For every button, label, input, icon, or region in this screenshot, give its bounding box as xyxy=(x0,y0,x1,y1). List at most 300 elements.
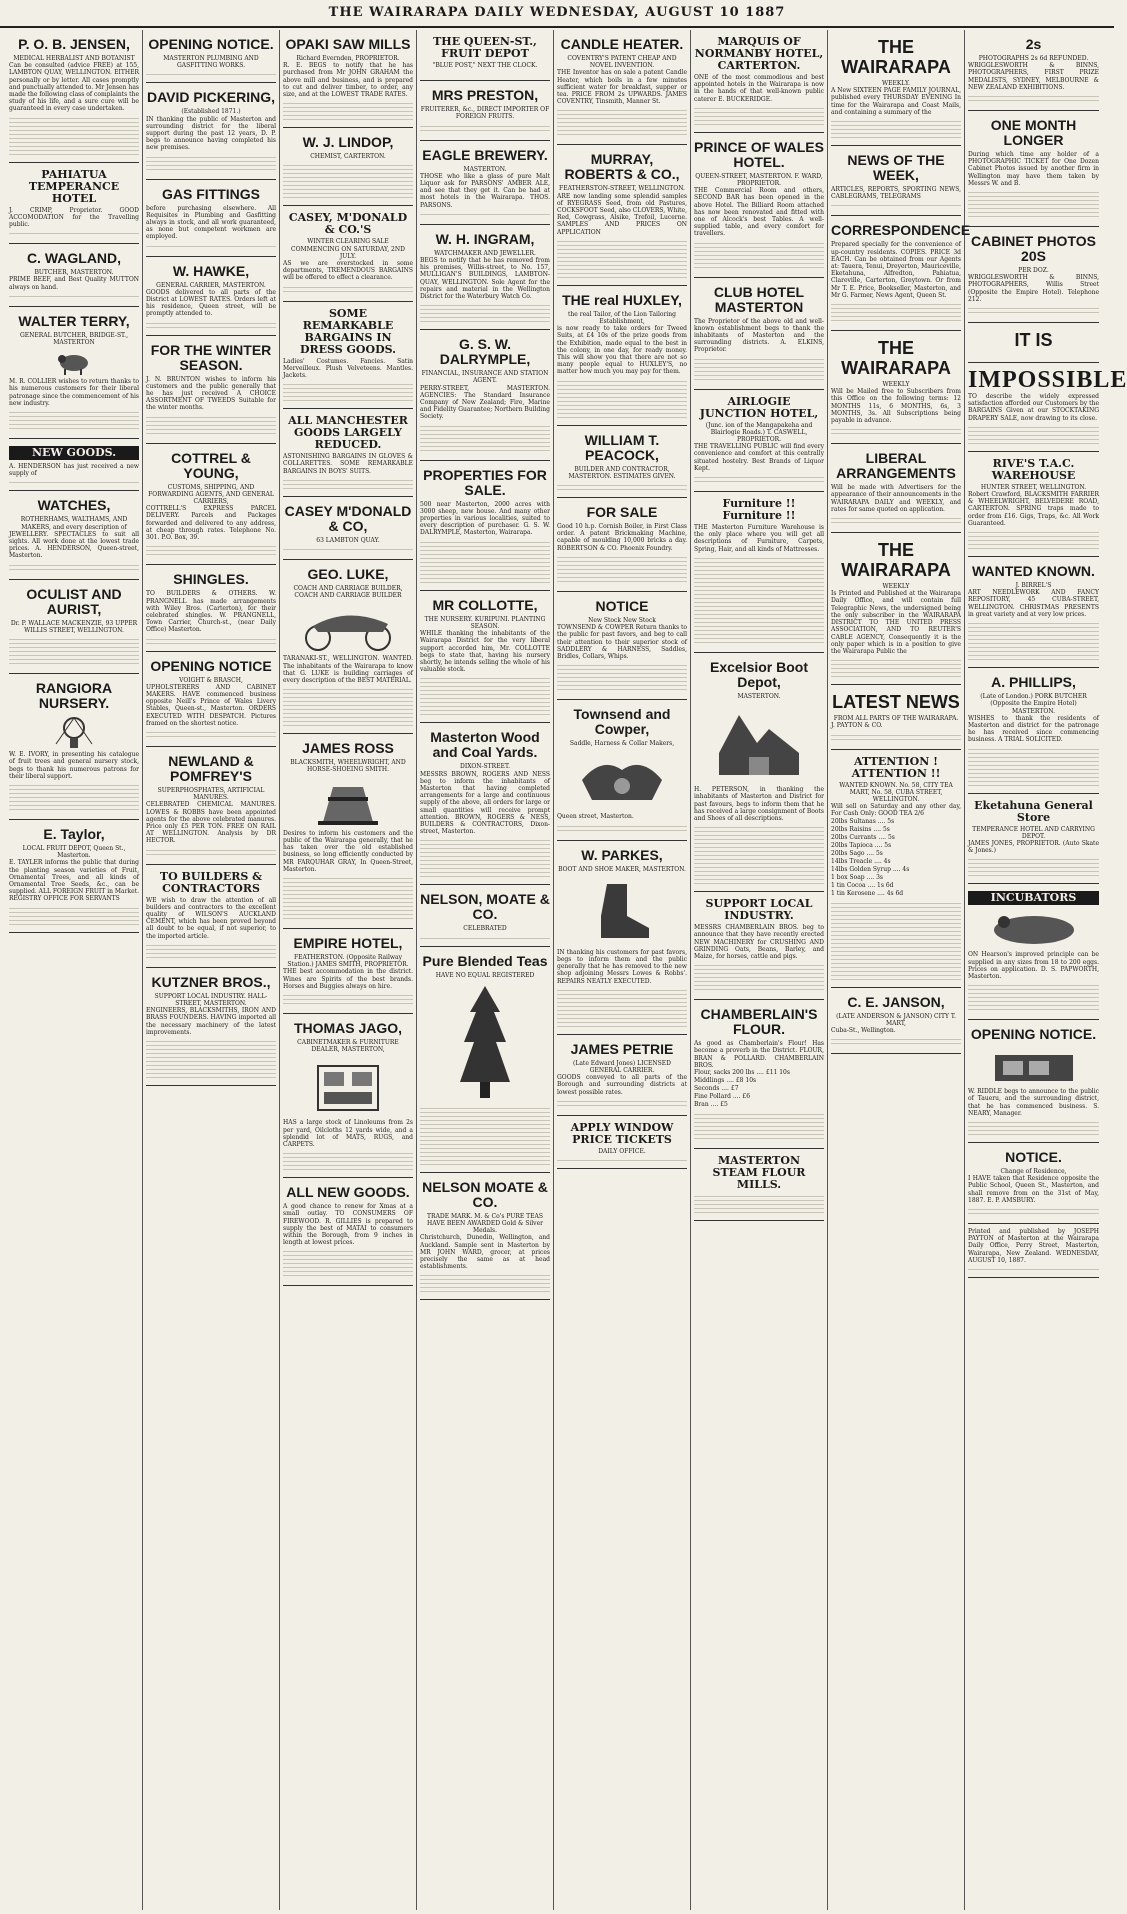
small-print-lines xyxy=(968,620,1099,660)
advert-subtitle: WATCHMAKER AND JEWELLER. xyxy=(434,249,536,257)
advert-title: 2s xyxy=(1025,36,1042,52)
advert-subtitle: SUPPORT LOCAL INDUSTRY. HALL-STREET, MASTERTON. xyxy=(154,992,268,1007)
advert-title: GEO. LUKE, xyxy=(307,566,389,583)
advert-c5-4 xyxy=(557,498,687,592)
small-print-lines xyxy=(968,1206,1099,1216)
flour-item: Flour, sacks 200 lbs xyxy=(694,1068,755,1076)
small-print-lines xyxy=(557,1098,687,1108)
column-1 xyxy=(6,30,143,1910)
price-value: 4s 6d xyxy=(886,889,904,897)
small-print-lines xyxy=(9,479,139,483)
advert-title: Furniture !! Furniture !! xyxy=(722,497,796,523)
advert-title: Excelsior Boot Depot, xyxy=(709,658,809,690)
advert-c6-2 xyxy=(694,278,824,390)
advert-c7-0 xyxy=(831,30,961,146)
advert-c1-6 xyxy=(9,580,139,674)
advert-title: MRS PRESTON, xyxy=(431,87,539,104)
advert-subtitle: CUSTOMS, SHIPPING, AND FORWARDING AGENTS, AND GENERAL CARRIERS, xyxy=(148,483,274,506)
small-print-lines xyxy=(420,71,550,73)
advert-subtitle: GENERAL CARRIER, MASTERTON. xyxy=(156,281,266,289)
engraving-illustration xyxy=(9,714,139,748)
advert-title: THE WAIRARAPA xyxy=(841,338,951,379)
price-value: 5s xyxy=(875,849,883,857)
small-print-lines xyxy=(968,189,1099,219)
advert-body: WE wish to draw the attention of all builders and contractors to the excellent quality of WILSON'S AUCKLAND CEMENT, which has been proved beyond all doubt to be equal, if not superior, to the imported article. xyxy=(146,896,276,940)
flour-row: Fine Pollard .... £6 xyxy=(694,1092,751,1100)
advert-body: ARTICLES, REPORTS, SPORTING NEWS, CABLEGRAMS, TELEGRAMS xyxy=(831,186,961,201)
small-print-lines xyxy=(831,900,961,980)
small-print-lines xyxy=(694,1111,824,1141)
advert-body: Robert Crawford, BLACKSMITH FARRIER & WHEELWRIGHT, BELVEDERE ROAD, CARTERTON. SPRING traps made to order from £16. Gigs, Traps, &c. All Work Guaranteed. xyxy=(968,491,1099,527)
small-print-lines xyxy=(283,477,413,489)
advert-subtitle: CELEBRATED xyxy=(463,925,507,933)
small-print-lines xyxy=(557,987,687,1027)
advert-body: GOODS conveyed to all parts of the Borough and surrounding districts at lowest possible rates. xyxy=(557,1074,687,1096)
advert-title: PRINCE OF WALES HOTEL. xyxy=(694,138,824,170)
advert-subtitle: COACH AND CARRIAGE BUILDER, COACH AND CARRIAGE BUILDER xyxy=(293,585,403,600)
advert-subtitle: FEATHERSTON-STREET, WELLINGTON. xyxy=(559,185,685,193)
small-print-lines xyxy=(968,1266,1099,1270)
advert-subtitle: PHOTOGRAPHS 2s 6d REFUNDED. xyxy=(978,55,1089,62)
advert-c8-3 xyxy=(968,323,1099,363)
advert-title: W. HAWKE, xyxy=(172,262,250,279)
advert-title: DAVID PICKERING, xyxy=(146,89,276,106)
advert-body: R. E. BEGS to notify that he has purchased from Mr JOHN GRAHAM the above mill and business, and is prepared to cut and deliver timber, to order, any size, and at the LOWEST TRADE RATES. xyxy=(283,62,413,99)
flour-price: £8 10s xyxy=(735,1076,757,1084)
advert-c4-6 xyxy=(420,591,550,724)
advert-c3-4 xyxy=(283,409,413,497)
advert-body: THE Inventor has on sale a patent Candle Heater, which boils in a few minutes sufficient water for breakfast, supper or tea. PRICE FROM 2s UPWARDS. JAMES COVENTRY, Tinsmith, Manner St. xyxy=(557,69,687,106)
advert-c5-1 xyxy=(557,145,687,285)
advert-body: As good as Chamberlain's Flour! Has become a proverb in the District. FLOUR, BRAN & POLLARD. CHAMBERLAIN BROS. xyxy=(694,1040,824,1069)
advert-c3-8 xyxy=(283,929,413,1014)
price-list xyxy=(831,818,961,898)
advert-title: RANGIORA NURSERY. xyxy=(35,680,113,712)
advert-subtitle: ROTHERHAMS, WALTHAMS, AND MAKERS, and every description of xyxy=(20,516,128,531)
column-7 xyxy=(828,30,971,1910)
small-print-lines xyxy=(420,302,550,322)
advert-title: NELSON MOATE & CO. xyxy=(422,1178,548,1210)
advert-c1-5 xyxy=(9,491,139,579)
advert-c2-3 xyxy=(146,257,276,336)
small-print-lines xyxy=(831,426,961,436)
advert-subtitle: DAILY OFFICE. xyxy=(598,1147,646,1155)
advert-body: THOSE who like a glass of pure Malt Liquor ask for PARSONS' AMBER ALE, and see that they get it. Can be had at most hotels in the Wairarapa. THOS. PARSONS. xyxy=(420,172,550,209)
advert-title: ALL NEW GOODS. xyxy=(286,1184,410,1201)
advert-subtitle: Dr. P. WALLACE MACKENZIE, 93 UPPER WILLIS STREET, WELLINGTON. xyxy=(10,619,138,634)
advert-body: ON Hearson's improved principle can be supplied in any sizes from 18 to 200 eggs. Prices on application. D. S. PAPWORTH, Masterton. xyxy=(968,951,1099,980)
advert-c2-1 xyxy=(146,83,276,179)
small-print-lines xyxy=(146,636,276,644)
advert-c2-8 xyxy=(146,747,276,865)
advert-subtitle: TEMPERANCE HOTEL AND CARRYING DEPOT. xyxy=(972,825,1095,840)
price-item: 14lbs Treacle xyxy=(831,857,873,865)
advert-body: MESSRS CHAMBERLAIN BROS. beg to announce that they have recently erected NEW MACHINERY for CRUSHING AND GRINDING Oats, Beans, Barley, and Maize, for horses, cattle and pigs. xyxy=(694,924,824,960)
advert-title: THOMAS JAGO, xyxy=(293,1019,403,1036)
engraving-illustration xyxy=(9,349,139,375)
advert-subtitle: GENERAL BUTCHER, BRIDGE-ST., MASTERTON xyxy=(19,331,128,347)
price-value: 4s xyxy=(902,865,910,873)
advert-c1-2 xyxy=(9,244,139,307)
small-print-lines xyxy=(146,243,276,249)
flour-price: £7 xyxy=(730,1084,739,1092)
engraving-illustration xyxy=(283,777,413,827)
advert-c8-1 xyxy=(968,111,1099,227)
advert-title: WATCHES, xyxy=(37,497,111,514)
small-print-lines xyxy=(9,562,139,572)
advert-body: WISHES to thank the residents of Masterton and district for the patronage he has received since commencing business. A TRIAL SOLICITED. xyxy=(968,714,1099,744)
advert-c2-5 xyxy=(146,444,276,566)
advert-c3-9 xyxy=(283,1014,413,1178)
advert-title: LIBERAL ARRANGEMENTS xyxy=(836,450,956,482)
advert-subtitle: SUPERPHOSPHATES, ARTIFICIAL MANURES. xyxy=(157,786,265,802)
advert-body: Prepared specially for the convenience of up-country residents. COPIES. PRICE 3d EACH. Can be obtained from our Agents at: Tauera, Tenui, Dreyerton, Mauriceville, Eketahuna, Alfredton, Pahiatua, Clareville, Carterton, Greytown. Or from Mr T. E. Price, Bookseller, Masterton, and Mr G. Farmer, News Agent, Queen St. xyxy=(831,241,961,299)
advert-title: EAGLE BREWERY. xyxy=(422,146,548,163)
small-print-lines xyxy=(283,1150,413,1170)
flour-item: Bran xyxy=(694,1100,709,1108)
small-print-lines xyxy=(557,823,687,833)
advert-c7-3 xyxy=(831,331,961,444)
advert-body: HAS a large stock of Linoleums from 2s per yard, Oilcloths 12 yards wide, and a splendid lot of MATS, RUGS, and CARPETS. xyxy=(283,1119,413,1148)
advert-body: Will be made with Advertisers for the appearance of their announcements in the WAIRARAPA DAILY and WEEKLY, and rates for same quoted on application. xyxy=(831,484,961,513)
advert-body: Queen street, Masterton. xyxy=(557,813,634,821)
small-print-lines xyxy=(694,240,824,270)
advert-body: J. N. BRUNTON wishes to inform his customers and the public generally that he has just received A CHOICE ASSORTMENT OF TWEEDS Suitable for the winter months. xyxy=(146,375,276,412)
advert-c6-3 xyxy=(694,390,824,492)
column-6 xyxy=(691,30,828,1910)
advert-subtitle: (Late of London.) PORK BUTCHER (Opposite the Empire Hotel) MASTERTON. xyxy=(980,693,1087,715)
advert-body: TARANAKI-ST., WELLINGTON. WANTED. The inhabitants of the Wairarapa to know that G. LUKE is building carriages of every description of the BEST MATERIAL. xyxy=(283,655,413,685)
advert-title: THE QUEEN-ST., FRUIT DEPOT xyxy=(433,35,537,60)
advert-subtitle: (Junc. ion of the Mangapakeha and Blairlogie Roads.) T. CASWELL, PROPRIETOR. xyxy=(705,421,813,444)
advert-c5-2 xyxy=(557,286,687,426)
small-print-lines xyxy=(283,992,413,1006)
advert-subtitle: LOCAL FRUIT DEPOT, Queen St., Masterton. xyxy=(22,844,126,860)
advert-c8-9 xyxy=(968,884,1099,1020)
advert-subtitle: MASTERTON. xyxy=(463,165,507,173)
advert-subtitle: (LATE ANDERSON & JANSON) CITY T. MART, xyxy=(836,1012,956,1027)
advert-subtitle: FINANCIAL, INSURANCE AND STATION AGENT. xyxy=(421,370,549,385)
advert-title: JAMES ROSS xyxy=(302,740,394,757)
advert-body: PERRY-STREET, MASTERTON. AGENCIES: The Standard Insurance Company of New Zealand; Fire, Marine and Fidelity Guarantee; Northern Building Society. xyxy=(420,384,550,421)
advert-title: CASEY, M'DONALD & CO.'S xyxy=(288,211,408,237)
price-value: 3s xyxy=(876,873,883,881)
advert-subtitle: CHEMIST, CARTERTON. xyxy=(310,153,386,161)
flour-item: Fine Pollard xyxy=(694,1092,731,1100)
advert-body: IN thanking the public of Masterton and surrounding district for the liberal support during the past 12 years, D. P. begs to announce having completed his new premises. xyxy=(146,115,276,152)
advert-subtitle: FRUITERER, &c., DIRECT IMPORTER OF FOREIGN FRUITS. xyxy=(420,106,550,121)
advert-subtitle: MEDICAL HERBALIST AND BOTANIST xyxy=(13,55,135,62)
advert-body: Christchurch, Dunedin, Wellington, and Auckland. Sample sent in Masterton by MR JOHN WARD, grocer, at prices precisely the same as at head establishments. xyxy=(420,1234,550,1271)
advert-c8-12 xyxy=(968,1224,1099,1278)
advert-subtitle: Saddle, Harness & Collar Makers, xyxy=(569,740,675,748)
advert-title: OCULIST AND AURIST, xyxy=(26,585,122,617)
small-print-lines xyxy=(831,515,961,525)
price-row: 14lbs Treacle .... 4s xyxy=(831,857,891,865)
price-row: 1 tin Cocoa .... 1s 6d xyxy=(831,881,894,889)
advert-title: RIVE'S T.A.C. WAREHOUSE xyxy=(991,456,1076,482)
price-value: 5s xyxy=(882,825,890,833)
advert-body: BEGS to notify that he has removed from his premises, Willis-street, to No. 157, MULLIGAN'S BUILDINGS, LAMBTON-QUAY, WELLINGTON. Sole Agent for the repairs and material in the Wellington District for the Waterbury Watch Co. xyxy=(420,257,550,301)
small-print-lines xyxy=(9,293,139,299)
advert-title: G. S. W. DALRYMPLE, xyxy=(439,336,531,368)
small-print-lines xyxy=(9,636,139,666)
advert-subtitle: WANTED KNOWN. No. 58, CITY TEA MART, No. 58, CUBA STREET, WELLINGTON. xyxy=(839,781,953,803)
advert-body: THE best accommodation in the district. Wines are Spirits of the best brands. Horses and Buggies always on hire. xyxy=(283,968,413,990)
advert-title: MASTERTON STEAM FLOUR MILLS. xyxy=(712,1153,806,1191)
price-row: 1 tin Kerosene .... 4s 6d xyxy=(831,889,904,897)
advert-body: Good 10 h.p. Cornish Boiler, in First Class order. A patent Brickmaking Machine, capable of moulding 10,000 bricks a day. ROBERTSON & CO. Phoenix Foundry. xyxy=(557,523,687,552)
advert-c3-10 xyxy=(283,1178,413,1286)
advert-subtitle: PER DOZ. xyxy=(1018,267,1049,275)
engraving-illustration xyxy=(694,703,824,783)
advert-title: FOR SALE xyxy=(586,504,658,521)
advert-body: J. PAYTON & CO. xyxy=(831,722,883,730)
advert-subtitle: WINTER CLEARING SALE COMMENCING ON SATURDAY, 2ND JULY. xyxy=(291,238,405,260)
advert-body: COTTRELL'S EXPRESS PARCEL DELIVERY. Parcels and Packages forwarded and delivered to any address, at cheap through rates. Telephone No. 301. P.O. Box, 39. xyxy=(146,505,276,542)
advert-subtitle: (Late Edward Jones) LICENSED GENERAL CARRIER. xyxy=(573,1059,671,1074)
advert-c8-7 xyxy=(968,668,1099,793)
advert-c4-8 xyxy=(420,885,550,946)
advert-title: JAMES PETRIE xyxy=(570,1040,674,1057)
small-print-lines xyxy=(557,482,687,490)
price-row: 14lbs Golden Syrup .... 4s xyxy=(831,865,910,873)
small-print-lines xyxy=(9,409,139,431)
advert-subtitle: New Stock New Stock xyxy=(588,616,656,624)
advert-c8-5 xyxy=(968,452,1099,557)
advert-c3-2 xyxy=(283,206,413,301)
small-print-lines xyxy=(968,353,1099,355)
advert-c6-7 xyxy=(694,1000,824,1149)
engraving-illustration xyxy=(557,876,687,946)
advert-body: WRIGGLESWORTH & BINNS, PHOTOGRAPHERS, Willis Street (Opposite the Empire Hotel). Telephone 212. xyxy=(968,274,1099,303)
small-print-lines xyxy=(146,1038,276,1078)
advert-c1-7 xyxy=(9,674,139,820)
advert-title: NELSON, MOATE & CO. xyxy=(420,891,550,923)
advert-c1-8 xyxy=(9,820,139,933)
advert-subtitle: CABINETMAKER & FURNITURE DEALER, MASTERTON, xyxy=(297,1038,399,1054)
advert-c7-7 xyxy=(831,750,961,988)
advert-c8-11 xyxy=(968,1143,1099,1224)
flour-row: Seconds .... £7 xyxy=(694,1084,739,1092)
advert-title: ONE MONTH LONGER xyxy=(990,117,1077,149)
advert-title: PAHIATUA TEMPERANCE HOTEL xyxy=(28,167,120,205)
advert-c5-8 xyxy=(557,1035,687,1116)
engraving-illustration xyxy=(283,1056,413,1116)
small-print-lines xyxy=(420,539,550,583)
small-print-lines xyxy=(146,154,276,172)
advert-title: NOTICE xyxy=(595,597,649,614)
small-print-lines xyxy=(283,100,413,120)
column-8 xyxy=(965,30,1127,1910)
advert-title: E. Taylor, xyxy=(43,825,105,842)
advert-title: NEW GOODS. xyxy=(9,446,139,460)
advert-title: KUTZNER BROS., xyxy=(151,973,271,990)
advert-subtitle: TRADE MARK. M. & Co's PURE TEAS HAVE BEEN AWARDED Gold & Silver Medals. xyxy=(426,1212,543,1235)
price-item: 20lbs Sultanas xyxy=(831,817,876,825)
flour-row: Bran .... £5 xyxy=(694,1100,728,1108)
advert-body: ENGINEERS, BLACKSMITHS, IRON AND BRASS FOUNDERS. HAVING imported all the necessary machinery of the latest improvements. xyxy=(146,1007,276,1036)
small-print-lines xyxy=(283,875,413,921)
price-value: 1s 6d xyxy=(877,881,894,889)
advert-body: J. CRIMP, Proprietor. GOOD ACCOMODATION for the Travelling public. xyxy=(9,206,139,229)
small-print-lines xyxy=(9,115,139,155)
flour-price-list xyxy=(694,1069,824,1109)
advert-c7-8 xyxy=(831,988,961,1055)
advert-subtitle: MASTERTON PLUMBING AND GASFITTING WORKS. xyxy=(163,55,259,70)
advert-subtitle: HAVE NO EQUAL REGISTERED xyxy=(435,971,535,979)
small-print-lines xyxy=(831,202,961,208)
advert-title: NEWS OF THE WEEK, xyxy=(847,152,945,184)
advert-c4-1 xyxy=(420,81,550,140)
advert-subtitle: BLACKSMITH, WHEELWRIGHT, AND HORSE-SHOEING SMITH. xyxy=(290,759,406,774)
small-print-lines xyxy=(968,424,1099,444)
small-print-lines xyxy=(831,657,961,677)
engraving-illustration xyxy=(557,750,687,810)
advert-title: ALL MANCHESTER GOODS LARGELY REDUCED. xyxy=(288,414,408,452)
advert-c6-0 xyxy=(694,30,824,133)
price-row: 20lbs Currants .... 5s xyxy=(831,833,895,841)
advert-c8-0 xyxy=(968,30,1099,111)
advert-title: A. PHILLIPS, xyxy=(991,674,1076,691)
small-print-lines xyxy=(9,905,139,925)
advert-body: MESSRS BROWN, ROGERS AND NESS beg to inform the inhabitants of Masterton that having completed arrangements for a large and continuous supply of the above, all orders for large or small quantities will receive prompt attention. BROWN, ROGERS & NESS, BUILDERS & CONTRACTORS, Dixon-street, Masterton. xyxy=(420,770,550,836)
advert-c1-1 xyxy=(9,163,139,245)
advert-title: OPENING NOTICE xyxy=(150,657,272,674)
small-print-lines xyxy=(831,118,961,138)
advert-subtitle: BUTCHER, MASTERTON. xyxy=(34,269,114,277)
advert-c7-2 xyxy=(831,216,971,331)
advert-title: THE WAIRARAPA xyxy=(841,540,951,581)
advert-subtitle: Change of Residence, xyxy=(1000,1167,1067,1175)
advert-body: Is Printed and Published at the Wairarapa Daily Office, and will contain full Telegraphic News, the undersigned being the only subscriber in the WAIRARAPA DISTRICT TO THE UNITED PRESS ASSOCIATION, AND TO REUTER'S CABLE AGENCY, Consequently it is the only paper which is in a position to give the Wairarapa Public the xyxy=(831,590,961,655)
advert-body: Ladies' Costumes. Fancies. Satin Merveilleux. Plush Velveteens. Mantles. Jackets. xyxy=(283,357,413,380)
price-row: 20lbs Raisins .... 5s xyxy=(831,825,890,833)
advert-subtitle: the real Tailor, of the Lion Tailoring Establishment, xyxy=(568,310,676,326)
advert-title: OPAKI SAW MILLS xyxy=(285,36,411,52)
advert-body: THE Masterton Furniture Warehouse is the only place where you will get all descriptions of Furniture, Carpets, Spring, Hair, and all kinds of Mattresses. xyxy=(694,524,824,553)
advert-title: THE WAIRARAPA xyxy=(841,37,951,77)
advert-c7-1 xyxy=(831,146,961,216)
advert-title: MURRAY, ROBERTS & CO., xyxy=(564,151,680,183)
small-print-lines xyxy=(968,93,1099,103)
advert-title: CORRESPONDENCE xyxy=(831,222,971,239)
advert-c7-4 xyxy=(831,444,961,533)
advert-body: TO BUILDERS & OTHERS. W. PRANGNELL has made arrangements with Wiley Bros. (Carterton), for their celebrated shingles. W. PRANGNELL, Town Carrier, Church-st., (near Daily Office) Masterton. xyxy=(146,590,276,634)
advert-c5-0 xyxy=(557,30,687,145)
advert-body: Printed and published by JOSEPH PAYTON of Masterton at the Wairarapa Daily Office, Perry Street, Masterton, Wairarapa, New Zealand. WEDNESDAY, AUGUST 10, 1887. xyxy=(968,1227,1099,1264)
advert-subtitle: 63 LAMBTON QUAY. xyxy=(316,536,380,544)
advert-title: THE real HUXLEY, xyxy=(562,291,682,308)
advert-subtitle: HUNTER STREET, WELLINGTON. xyxy=(980,483,1087,491)
advert-c3-1 xyxy=(283,128,413,206)
column-4 xyxy=(417,30,554,1910)
advert-subtitle: FEATHERSTON. (Opposite Railway Station.) JAMES SMITH, PROPRIETOR. xyxy=(287,953,409,969)
advert-body: IN thanking his customers for past favors, begs to inform them and the public generally that he has removed to the new shop adjoining Messrs Lowes & Robbs'. REPAIRS NEATLY EXECUTED. xyxy=(557,948,687,985)
price-item: 1 box Soap xyxy=(831,873,865,881)
price-item: 1 tin Cocoa xyxy=(831,881,866,889)
small-print-lines xyxy=(283,162,413,198)
small-print-lines xyxy=(146,942,276,960)
small-print-lines xyxy=(420,211,550,217)
advert-title: Townsend and Cowper, xyxy=(573,706,671,738)
advert-subtitle: WEEKLY. xyxy=(881,80,911,87)
advert-c8-6 xyxy=(968,557,1099,668)
advert-title: AIRLOGIE JUNCTION HOTEL, xyxy=(699,394,819,420)
advert-title: OPENING NOTICE. xyxy=(148,36,274,52)
advert-title: CHAMBERLAIN'S FLOUR. xyxy=(700,1006,818,1038)
advert-c2-6 xyxy=(146,565,276,651)
advert-title: MR COLLOTTE, xyxy=(432,596,538,613)
price-item: 20lbs Sago xyxy=(831,849,865,857)
advert-body: ARE now landing some splendid samples of RYEGRASS Seed, from old Pastures, COCKSFOOT Seed, also CLOVERS, White, Red, Cowgrass, Alsike, Trefoil, Lucerne. SAMPLES AND PRICES ON APPLICATION xyxy=(557,192,687,236)
advert-title: WALTER TERRY, xyxy=(18,312,130,329)
advert-title: COTTREL & YOUNG, xyxy=(171,449,251,481)
advert-c3-7 xyxy=(283,734,413,929)
advert-c2-4 xyxy=(146,336,276,444)
engraving-illustration xyxy=(968,1045,1099,1085)
advert-c4-0 xyxy=(420,30,550,81)
advert-subtitle: BUILDER AND CONTRACTOR, MASTERTON. ESTIMATES GIVEN. xyxy=(568,465,676,480)
small-print-lines xyxy=(146,847,276,857)
advert-c2-0 xyxy=(146,30,276,83)
advert-body: TOWNSEND & COWPER Return thanks to the public for past favors, and beg to call their attention to their superior stock of SADDLERY & HARNESS, Saddles, Bridles, Collars, Whips. xyxy=(557,624,687,660)
small-print-lines xyxy=(420,1272,550,1292)
small-print-lines xyxy=(968,746,1099,786)
advert-subtitle: Richard Evernden, PROPRIETOR. xyxy=(296,55,400,62)
advert-body: During which time any holder of a PHOTOGRAPHIC TICKET for One Dozen Cabinet Photos issued by another firm in Wellington may have them taken by Messrs W. and B. xyxy=(968,151,1099,187)
advert-body: A New SIXTEEN PAGE FAMILY JOURNAL, published every THURSDAY EVENING In time for the Wairarapa and Coast Mails, and containing a summary of the xyxy=(831,87,961,116)
flour-row: Flour, sacks 200 lbs .... £11 10s xyxy=(694,1068,790,1076)
small-print-lines xyxy=(146,71,276,75)
advert-body: Will be Mailed free to Subscribers from this Office on the following terms: 12 MONTHS 11s, 6 MONTHS, 6s, 3 MONTHS, 3s. All Subscriptions being payable in advance. xyxy=(831,388,961,425)
small-print-lines xyxy=(420,123,550,133)
advert-body: THE Commercial Room and others, SECOND BAR has been opened in the above Hotel. The Billiard Room attached has now been renovated and fitted with one of Alcock's best Tables. A well-supplied table, and every comfort for travellers. xyxy=(694,187,824,238)
advert-c4-9 xyxy=(420,947,550,1173)
advert-body: before purchasing elsewhere. All Requisites in Plumbing and Gasfitting always in stock, and all work guaranteed, as none but competent workmen are employed. xyxy=(146,204,276,241)
advert-c8-2 xyxy=(968,227,1099,323)
advert-title: CABINET PHOTOS 20S xyxy=(971,233,1096,265)
advert-title: Masterton Wood and Coal Yards. xyxy=(430,729,540,761)
small-print-lines xyxy=(831,1036,961,1046)
price-value: 5s xyxy=(884,841,892,849)
advert-c2-10 xyxy=(146,968,276,1086)
advert-title: IT IS xyxy=(1014,330,1053,351)
advert-subtitle: WEEKLY xyxy=(882,381,910,389)
advert-title: C. WAGLAND, xyxy=(26,250,122,267)
advert-subtitle: DIXON-STREET. xyxy=(460,763,510,771)
advert-body: GOODS delivered to all parts of the District at LOWEST RATES. Orders left at his residence, Queen street, will be promptly attended to. xyxy=(146,288,276,318)
advert-subtitle: J. BIRREL'S xyxy=(1015,582,1052,590)
advert-c7-5 xyxy=(831,533,961,685)
advert-c1-0 xyxy=(9,30,139,163)
advert-body: ONE of the most commodious and best appointed hotels in the Wairarapa is now in the hands of that well-known public caterer E. BUCKERIDGE. xyxy=(694,74,824,103)
advert-body: M. R. COLLIER wishes to return thanks to his numerous customers for their liberal patronage since the commencement of his new industry. xyxy=(9,378,139,407)
advert-c4-2 xyxy=(420,141,550,225)
flour-price: £6 xyxy=(742,1092,751,1100)
advert-title: Pure Blended Teas xyxy=(422,952,548,969)
small-print-lines xyxy=(283,381,413,401)
advert-c3-0 xyxy=(283,30,413,128)
advert-c3-6 xyxy=(283,560,413,734)
small-print-lines xyxy=(9,230,139,236)
advert-title: NEWLAND & POMFREY'S xyxy=(168,752,254,784)
small-print-lines xyxy=(283,546,413,552)
small-print-lines xyxy=(694,555,824,645)
advert-c4-5 xyxy=(420,461,550,591)
advert-c6-1 xyxy=(694,133,824,278)
small-print-lines xyxy=(968,529,1099,549)
